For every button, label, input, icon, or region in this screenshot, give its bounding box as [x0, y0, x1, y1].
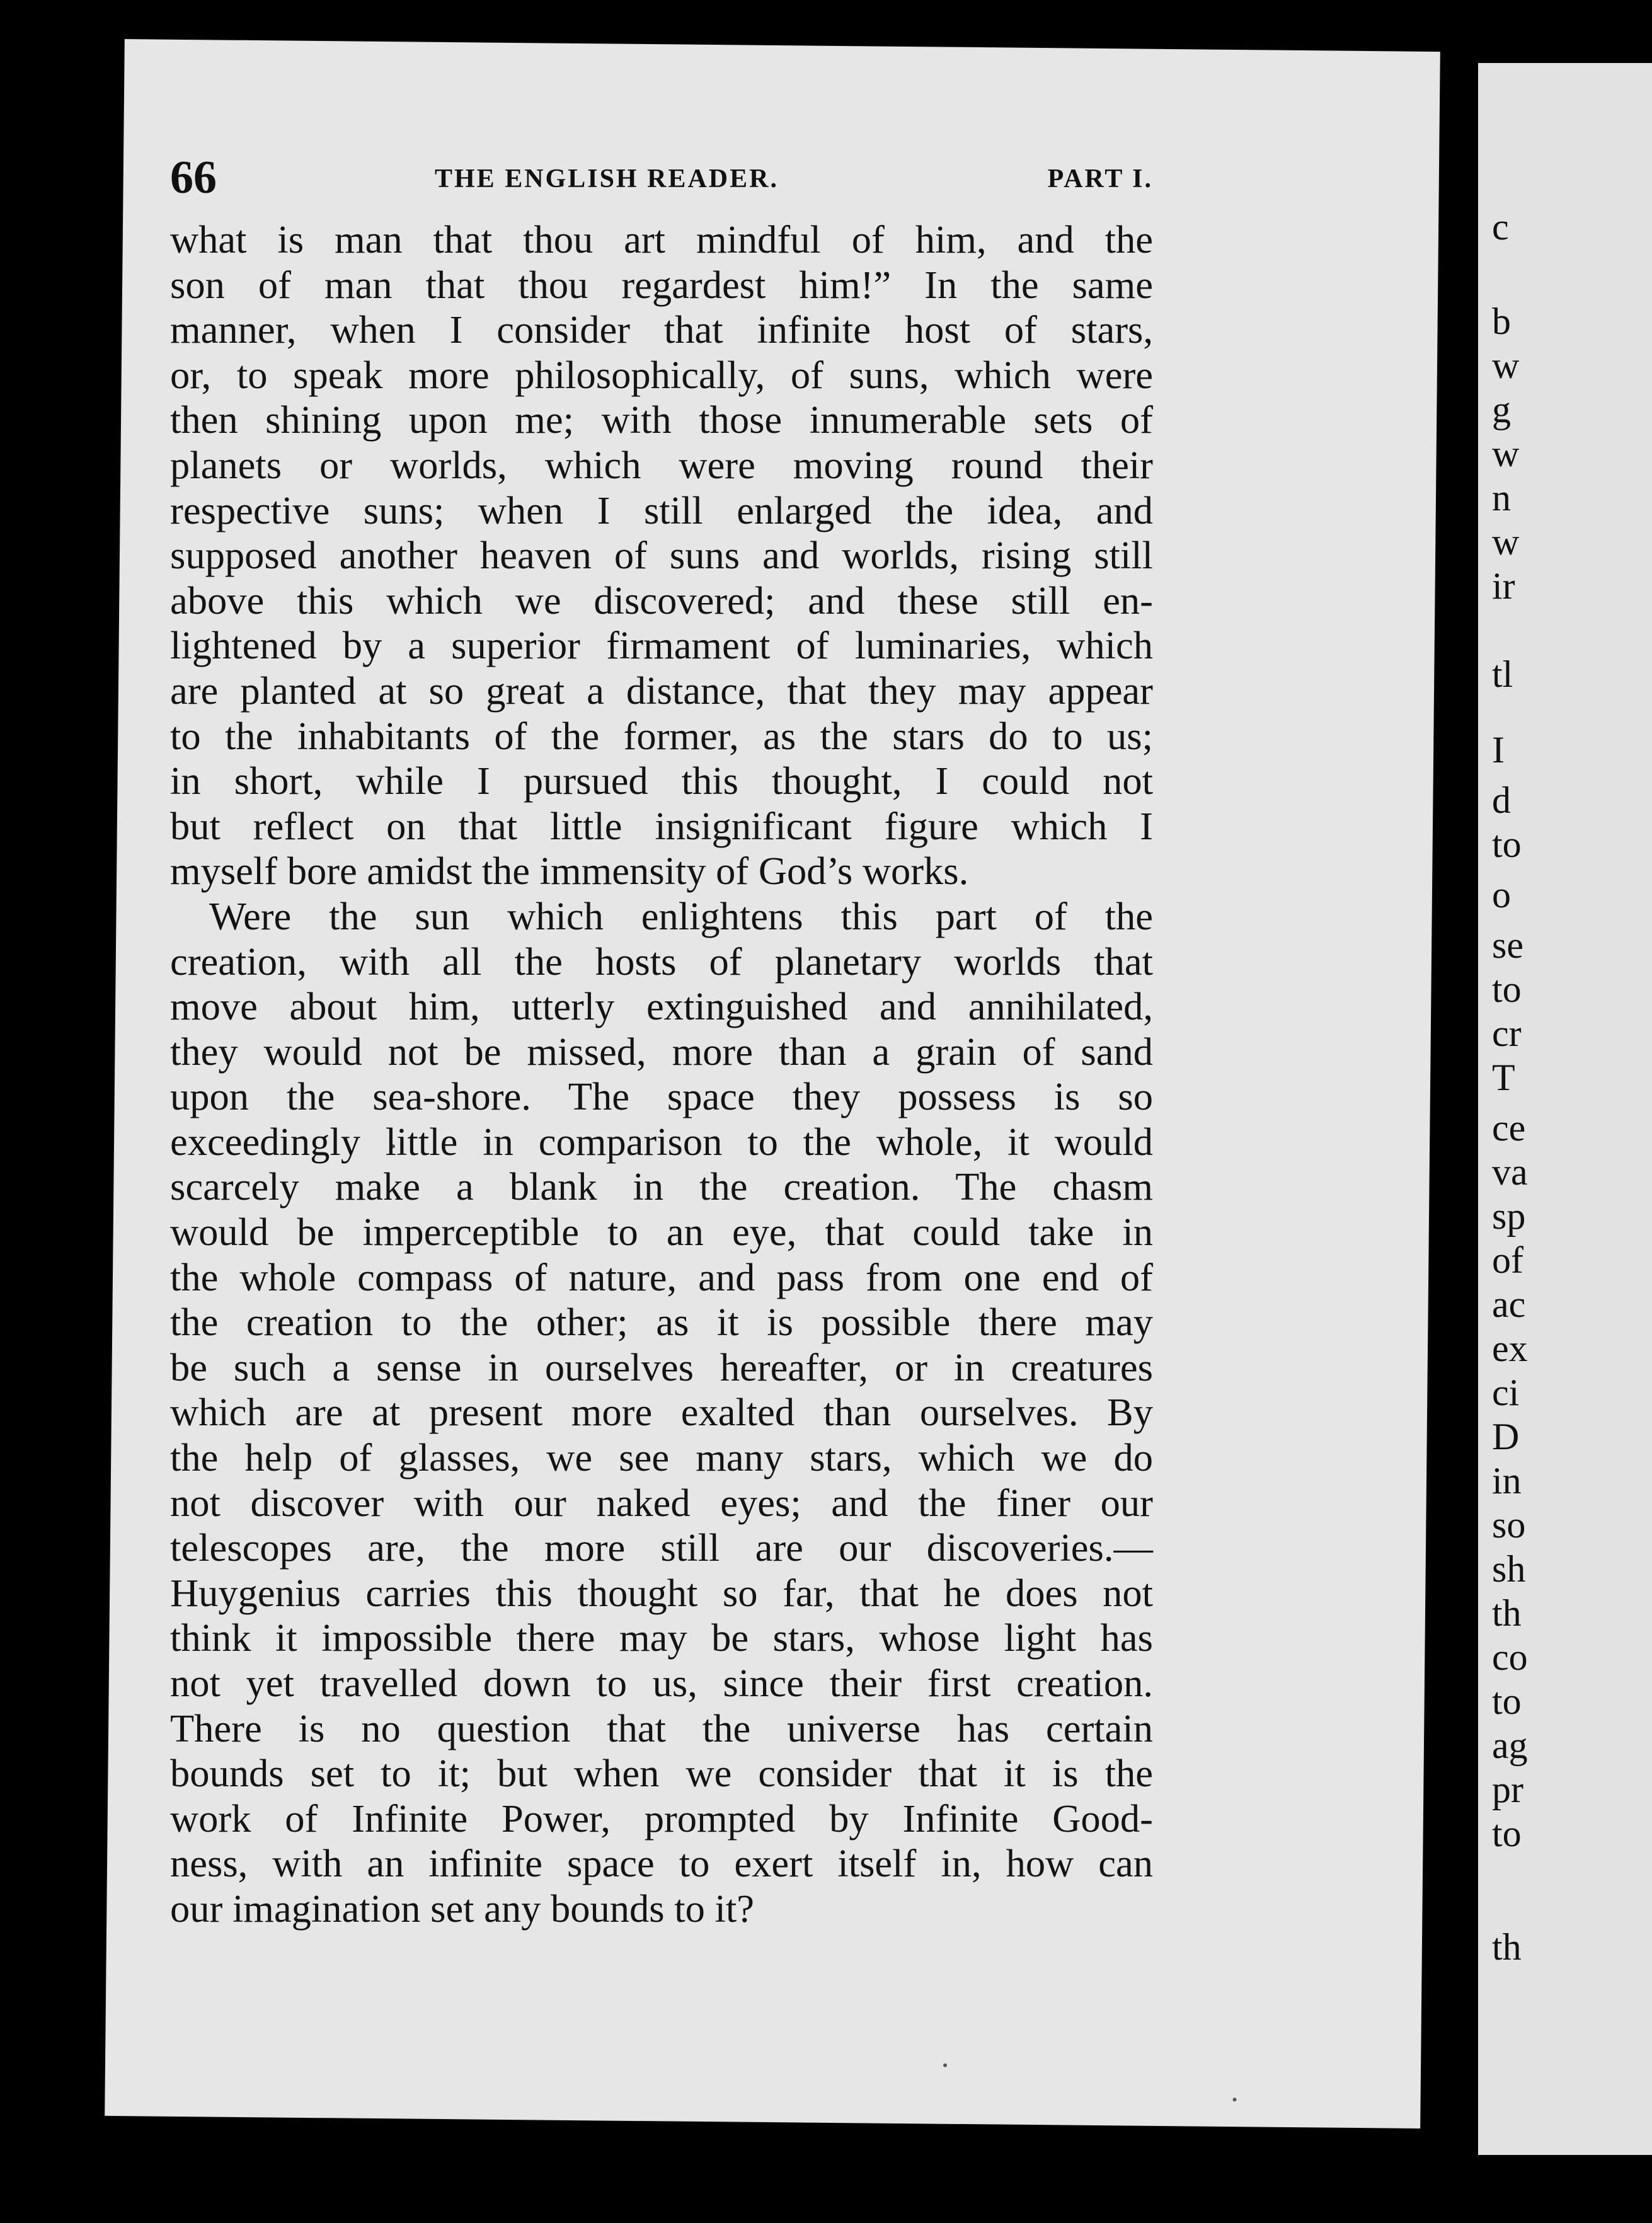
text-line: lightened by a superior firmament of luminaries, which — [170, 623, 1153, 668]
facing-page-fragment: o — [1492, 874, 1511, 916]
text-line: exceedingly little in comparison to the whole, it would — [170, 1119, 1153, 1164]
facing-page-fragment: D — [1492, 1416, 1520, 1457]
text-line: There is no question that the universe has certain — [170, 1706, 1153, 1750]
facing-page-fragment: T — [1492, 1057, 1515, 1098]
facing-page-fragment: tl — [1492, 653, 1513, 695]
text-line: to the inhabitants of the former, as the stars do to us; — [170, 713, 1153, 758]
text-line: Huygenius carries this thought so far, that he does not — [170, 1570, 1153, 1615]
text-line: telescopes are, the more still are our discoveries.— — [170, 1525, 1153, 1570]
facing-page-fragment: ag — [1492, 1725, 1528, 1766]
text-line: scarcely make a blank in the creation. The chasm — [170, 1164, 1153, 1209]
facing-page-fragment: to — [1492, 824, 1522, 865]
facing-page-fragment: d — [1492, 779, 1511, 821]
facing-page-fragment: n — [1492, 477, 1511, 519]
text-line: supposed another heaven of suns and worlds, rising still — [170, 533, 1153, 578]
text-line: work of Infinite Power, prompted by Infinite Good- — [170, 1796, 1153, 1841]
text-line: Were the sun which enlightens this part of the — [209, 893, 1153, 938]
facing-page-fragment: th — [1492, 1926, 1522, 1968]
text-line: move about him, utterly extinguished and annihilated, — [170, 984, 1153, 1029]
text-line: respective suns; when I still enlarged the idea, and — [170, 488, 1153, 532]
facing-page-edge — [1478, 63, 1652, 2155]
text-line: ness, with an infinite space to exert itself in, how can — [170, 1841, 1153, 1886]
text-line: bounds set to it; but when we consider that it is the — [170, 1751, 1153, 1796]
facing-page-fragment: b — [1492, 301, 1511, 342]
facing-page-fragment: ir — [1492, 565, 1515, 607]
facing-page-fragment: ci — [1492, 1372, 1520, 1413]
facing-page-fragment: w — [1492, 521, 1520, 563]
facing-page-fragment: of — [1492, 1239, 1523, 1281]
facing-page-fragment: w — [1492, 345, 1520, 386]
text-line: then shining upon me; with those innumerable sets of — [170, 398, 1153, 442]
text-line: not discover with our naked eyes; and the finer our — [170, 1480, 1153, 1525]
facing-page-fragment: g — [1492, 389, 1511, 430]
paper-speck — [1233, 2098, 1237, 2101]
paragraph-2 — [170, 894, 1153, 1932]
paragraph-1 — [170, 217, 1153, 894]
page-number: 66 — [170, 152, 217, 204]
facing-page-fragment: to — [1492, 968, 1522, 1010]
text-line: our imagination set any bounds to it? — [170, 1886, 754, 1931]
text-line: but reflect on that little insignificant figure which I — [170, 803, 1153, 848]
facing-page-fragment: c — [1492, 206, 1509, 248]
facing-page-fragment: cr — [1492, 1013, 1522, 1054]
text-line: manner, when I consider that infinite host of stars, — [170, 307, 1153, 352]
facing-page-fragment: w — [1492, 433, 1520, 474]
paper-speck — [943, 2064, 947, 2067]
text-line: son of man that thou regardest him!” In the same — [170, 262, 1153, 307]
text-line: upon the sea-shore. The space they possess is so — [170, 1074, 1153, 1119]
facing-page-fragment: pr — [1492, 1769, 1523, 1810]
text-line: be such a sense in ourselves hereafter, or in creatures — [170, 1345, 1153, 1389]
facing-page-fragment: ce — [1492, 1107, 1526, 1149]
facing-page-fragment: co — [1492, 1636, 1528, 1678]
text-line: the whole compass of nature, and pass from one end of — [170, 1255, 1153, 1299]
facing-page-fragment: I — [1492, 729, 1505, 771]
facing-page-fragment: sp — [1492, 1195, 1526, 1237]
facing-page-fragment: to — [1492, 1813, 1522, 1854]
text-line: planets or worlds, which were moving round their — [170, 442, 1153, 487]
facing-page-fragment: th — [1492, 1592, 1522, 1634]
part-label: PART I. — [1047, 164, 1153, 193]
text-line: not yet travelled down to us, since their first creation. — [170, 1661, 1153, 1705]
facing-page-fragment: so — [1492, 1504, 1526, 1546]
text-line: think it impossible there may be stars, whose light has — [170, 1616, 1153, 1660]
page-header — [170, 151, 1153, 202]
text-line: the help of glasses, we see many stars, which we do — [170, 1435, 1153, 1480]
facing-page-fragment: sh — [1492, 1548, 1526, 1590]
text-line: the creation to the other; as it is possible there may — [170, 1300, 1153, 1345]
facing-page-fragment: in — [1492, 1460, 1522, 1502]
text-line: they would not be missed, more than a grain of sand — [170, 1029, 1153, 1074]
text-line: myself bore amidst the immensity of God’s works. — [170, 849, 969, 893]
text-line: are planted at so great a distance, that they may appear — [170, 668, 1153, 713]
text-line: would be imperceptible to an eye, that could take in — [170, 1210, 1153, 1255]
facing-page-fragment: ac — [1492, 1284, 1526, 1325]
text-line: creation, with all the hosts of planetary worlds that — [170, 939, 1153, 984]
facing-page-fragment: se — [1492, 924, 1523, 966]
text-line: in short, while I pursued this thought, I could not — [170, 759, 1153, 803]
facing-page-fragment: ex — [1492, 1328, 1528, 1369]
text-line: what is man that thou art mindful of him, and the — [170, 217, 1153, 261]
text-line: above this which we discovered; and these still en- — [170, 578, 1153, 623]
text-line: which are at present more exalted than ourselves. By — [170, 1390, 1153, 1435]
facing-page-fragment: va — [1492, 1151, 1528, 1193]
facing-page-fragment: to — [1492, 1680, 1522, 1722]
running-title: THE ENGLISH READER. — [435, 164, 779, 193]
page-body — [170, 217, 1153, 1932]
text-line: or, to speak more philosophically, of suns, which were — [170, 352, 1153, 397]
